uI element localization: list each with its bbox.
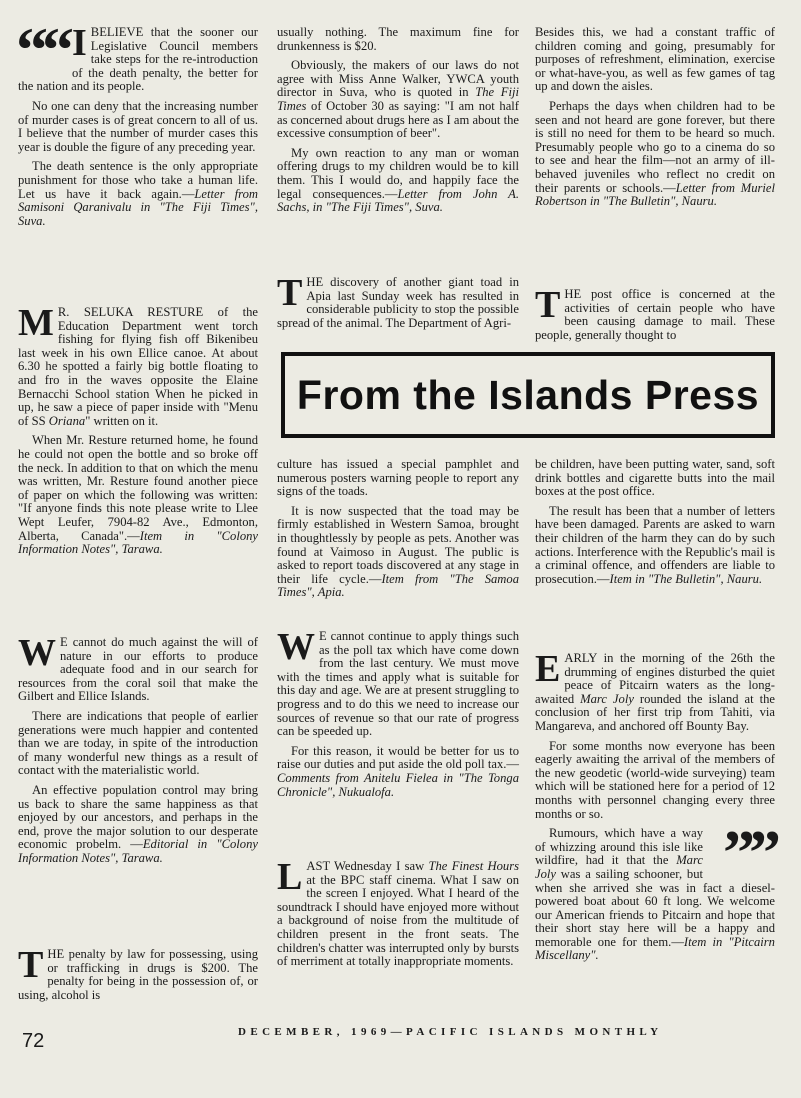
paragraph: When Mr. Resture returned home, he found he could not open the bottle and so broke off the neck. In addition to that on which the menu was written, Mr. Resture found another piece of paper on which the following was written: "If anyone finds this note please write to Llee Wept Leufer, 7904-82 Ave., Edmonton, Alberta, Canada".—Item in "Colony Information Notes", Tarawa. [18,433,258,557]
story-poll-tax [277,626,519,805]
citation: Letter from Samisoni Qaranivalu in "The Fiji Times", Suva. [18,186,259,228]
paragraph: There are indications that people of earlier generations were much happier and contented than we are today, in spite of the introduction of many wonderful new things as a result of contact with the materialistic world. [18,708,258,778]
paragraph: No one can deny that the increasing number of murder cases is of great concern to all of us. I believe that the number of murder cases this year is double the figure of any preceding year. [18,98,258,154]
paragraph: My own reaction to any man or woman offering drugs to my children would be to kill them. This I would do, and happily face the legal consequences.—Letter from John A. Sachs, in "The Fiji Times", Suva. [277,145,519,215]
citation: Item in "The Bulletin", Nauru. [609,571,763,586]
paragraph: For this reason, it would be better for us to raise our duties and put aside the old poll tax.—Comments from Anitelu Fielea in "The Tonga Chronicle", Nukualofa. [277,743,519,799]
paragraph: W E cannot continue to apply things such as the poll tax which have come down from the last century. We must move with the times and apply what is suitable for this day and age. We are at present struggling to progress and to do this we need to increase our sources of revenue so that our rate of progress can be speeded up. [277,626,519,739]
story-death-penalty [16,14,259,234]
paragraph: Obviously, the makers of our laws do not agree with Miss Anne Walker, YWCA youth director in Suva, who is quoted in The Fiji Times of October 30 as saying: "I am not half as concerned about drugs here as I am about the excessive consumption of beer". [277,58,519,141]
section-title: From the Islands Press [296,371,760,418]
dropcap: W [18,632,56,674]
story-cinema [277,856,519,975]
citation: Letter from Muriel Robertson in "The Bulletin", Nauru. [535,180,776,209]
citation: Item from "The Samoa Times", Apia. [277,571,519,600]
story-toad [277,272,519,336]
paragraph: ”” Rumours, which have a way of whizzing around this isle like wildfire, had it that the Marc Joly was a sailing schooner, but when she arrived she was in fact a diesel-powered boat about 60 ft long. We welcome our American friends to Pitcairn and hope that their short stay here will be a happy and memorable one for them.—Item in "Pitcairn Miscellany". [535,817,775,963]
citation: Letter from John A. Sachs, in "The Fiji Times", Suva. [277,186,519,215]
paragraph: W E cannot do much against the will of nature in our efforts to produce adequate food and in our search for resources from the coral soil that make the Gilbert and Ellice Islands. [18,632,258,704]
dropcap: L [277,856,303,898]
paragraph: Perhaps the days when children had to be seen and not heard are gone forever, but there is still no need for them to be heard so much. Presumably people who go to a cinema do so to see and hear the film—not an army of ill-behaved juveniles who reflect no credit on their parents or schools.—Letter from Muriel Robertson in "The Bulletin", Nauru. [535,98,776,209]
citation: Item in "Colony Information Notes", Tarawa. [18,528,258,557]
dropcap: T [277,272,303,314]
story-drugs-continued [277,26,519,221]
footer-publication-line: DECEMBER, 1969—PACIFIC ISLANDS MONTHLY [238,1026,663,1038]
story-toad-continued [277,458,519,606]
paragraph: The death sentence is the only appropriate punishment for those who take a human life. Let us have it back again.—Letter from Samisoni Qaranivalu in "The Fiji Times", Suva. [18,159,259,228]
paragraph: THE penalty by law for possessing, using or trafficking in drugs is $200. The penalty for being in the possession of, or using, alcohol is [18,944,258,1002]
paragraph: culture has issued a special pamphlet and numerous posters warning people to report any signs of the toads. [277,457,519,499]
dropcap: T [535,284,561,326]
paragraph: LAST Wednesday I saw The Finest Hours at the BPC staff cinema. What I saw on the screen I enjoyed. What I heard of the soundtrack I should have enjoyed more without a background of noise from the multitude of children present in the front seats. The children's chatter was interrupted only by bursts of merriment at totally inappropriate moments. [277,856,519,969]
story-bottle-message [18,302,258,563]
paragraph: The result has been that a number of letters have been damaged. Parents are asked to warn their children of the harm they can do by such actions. Interference with the Republic's mail is a criminal offence, and offenders are liable to prosecution.—Item in "The Bulletin", Nauru. [535,503,775,586]
story-nature [18,632,258,872]
citation: Comments from Anitelu Fielea in "The Tonga Chronicle", Nukualofa. [277,770,519,799]
paragraph: ““ I BELIEVE that the sooner our Legislative Council members take steps for the re-introduction of the death penalty, the better for the nation and its people. [16,14,258,94]
paragraph: be children, have been putting water, sand, soft drink bottles and cigarette butts into the mail boxes at the post office. [535,457,775,499]
open-quote-mark: ““ [16,14,68,85]
paragraph: EARLY in the morning of the 26th the drumming of engines disturbed the quiet peace of Pitcairn waters as the long-awaited Marc Joly rounded the island at the conclusion of her first trip from Tahiti, via Mangareva, and anchored off Bounty Bay. [535,648,775,733]
page-number: 72 [22,1030,45,1052]
citation: Editorial in "Colony Information Notes", Tarawa. [18,837,258,865]
section-banner [281,352,775,438]
paragraph: An effective population control may bring us back to share the same happiness as that enjoyed by our ancestors, and perhaps in the end, prove the major solution to our desperate economic probelm. —Editorial in "Colony Information Notes", Tarawa. [18,782,258,865]
paragraph: For some months now everyone has been eagerly awaiting the arrival of the members of the new geodetic (world-wide surveying) team which will be stationed here for a period of 12 months with personnel changing every three months or so. [535,738,775,821]
dropcap: W [277,626,315,668]
paragraph: THE discovery of another giant toad in Apia last Sunday week has resulted in considerable publicity to stop the possible spread of the animal. The Department of Agri- [277,272,519,330]
paragraph: usually nothing. The maximum fine for drunkenness is $20. [277,25,519,53]
story-pitcairn [535,648,775,969]
citation: Item in "Pitcairn Miscellany". [535,934,775,963]
paragraph: Besides this, we had a constant traffic of children coming and going, presumably for purposes of refreshment, elimination, exercise or what-have-you, as well as few games of tag up and down the aisles. [535,25,775,94]
paragraph: THE post office is concerned at the activities of certain people who have been causing damage to mail. These people, generally thought to [535,284,775,342]
dropcap: I [72,22,87,64]
dropcap: M [18,302,54,344]
story-post-office [535,284,775,348]
story-drugs [18,944,258,1008]
story-post-office-continued [535,458,775,592]
dropcap: T [18,944,44,986]
paragraph: M R. SELUKA RESTURE of the Education Department went torch fishing for flying fish off Bikenibeu last week in his own Ellice canoe. At about 6.30 he spotted a fairly big bottle floating to and fro in the waves opposite the Elaine Bernacchi School station When he picked in up, he saw a piece of paper inside with "Menu of SS Oriana" written on it. [18,302,258,428]
dropcap: E [535,648,561,690]
paragraph: It is now suspected that the toad may be firmly established in Western Samoa, brought in thoughtlessly by people as pets. Another was found at Vaimoso in August. The public is asked to report toads discovered at any stage in their life cycle.—Item from "The Samoa Times", Apia. [277,503,519,600]
close-quote-mark: ”” [723,817,775,889]
story-cinema-continued [535,26,775,215]
